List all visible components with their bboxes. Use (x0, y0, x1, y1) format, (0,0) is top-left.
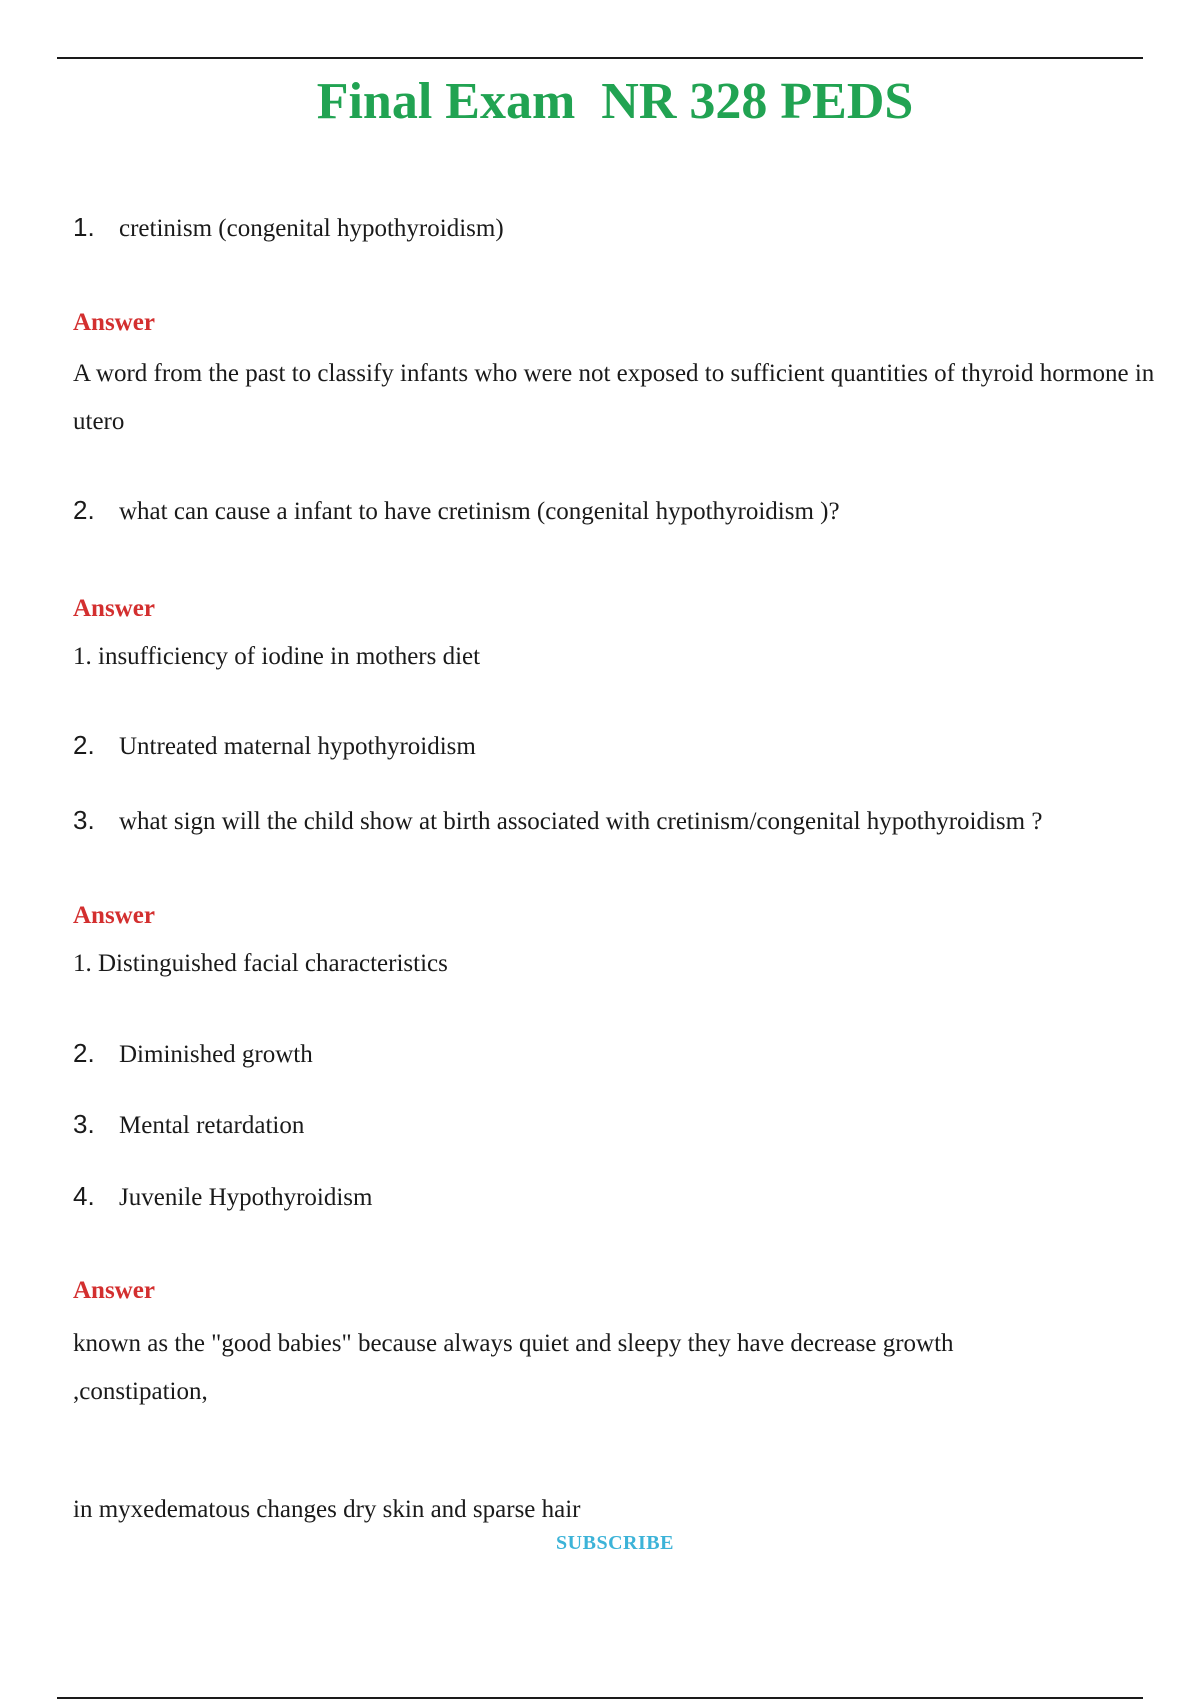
item-number: 1. (73, 212, 95, 242)
item-text: Untreated maternal hypothyroidism (119, 733, 476, 760)
list-item (73, 1107, 304, 1143)
list-item (73, 728, 476, 764)
answer-text: 1. Distinguished facial characteristics (73, 950, 448, 977)
question-item (73, 210, 504, 246)
question-item (73, 493, 840, 529)
item-text: what can cause a infant to have cretinism (congenital hypothyroidism )? (119, 498, 840, 525)
item-text: Juvenile Hypothyroidism (119, 1184, 373, 1211)
item-number: 2. (73, 1038, 95, 1068)
bottom-rule (57, 1697, 1143, 1699)
list-item (73, 1036, 313, 1072)
list-item (73, 1179, 372, 1215)
item-number: 2. (73, 730, 95, 760)
answer-label: Answer (73, 1277, 155, 1304)
subscribe-link[interactable]: SUBSCRIBE (556, 1532, 674, 1554)
item-number: 2. (73, 495, 95, 525)
answer-text: A word from the past to classify infants who were not exposed to sufficient quantities of thyroid hormone in utero (73, 360, 1155, 435)
answer-label: Answer (73, 309, 155, 336)
item-number: 3. (73, 805, 95, 835)
answer-text: in myxedematous changes dry skin and sparse hair (73, 1496, 581, 1523)
answer-label: Answer (73, 902, 155, 929)
answer-text: known as the "good babies" because always quiet and sleepy they have decrease growth ,constipation, (73, 1330, 954, 1405)
item-text: what sign will the child show at birth associated with cretinism/congenital hypothyroidism ? (119, 808, 1043, 835)
item-text: Diminished growth (119, 1041, 313, 1068)
item-number: 3. (73, 1109, 95, 1139)
item-text: cretinism (congenital hypothyroidism) (119, 215, 504, 242)
item-number: 4. (73, 1181, 95, 1211)
item-text: Mental retardation (119, 1112, 305, 1139)
page-title: Final Exam NR 328 PEDS (316, 73, 914, 130)
answer-text: 1. insufficiency of iodine in mothers diet (73, 643, 481, 670)
question-item (73, 803, 1042, 839)
top-rule (57, 57, 1143, 59)
answer-label: Answer (73, 595, 155, 622)
